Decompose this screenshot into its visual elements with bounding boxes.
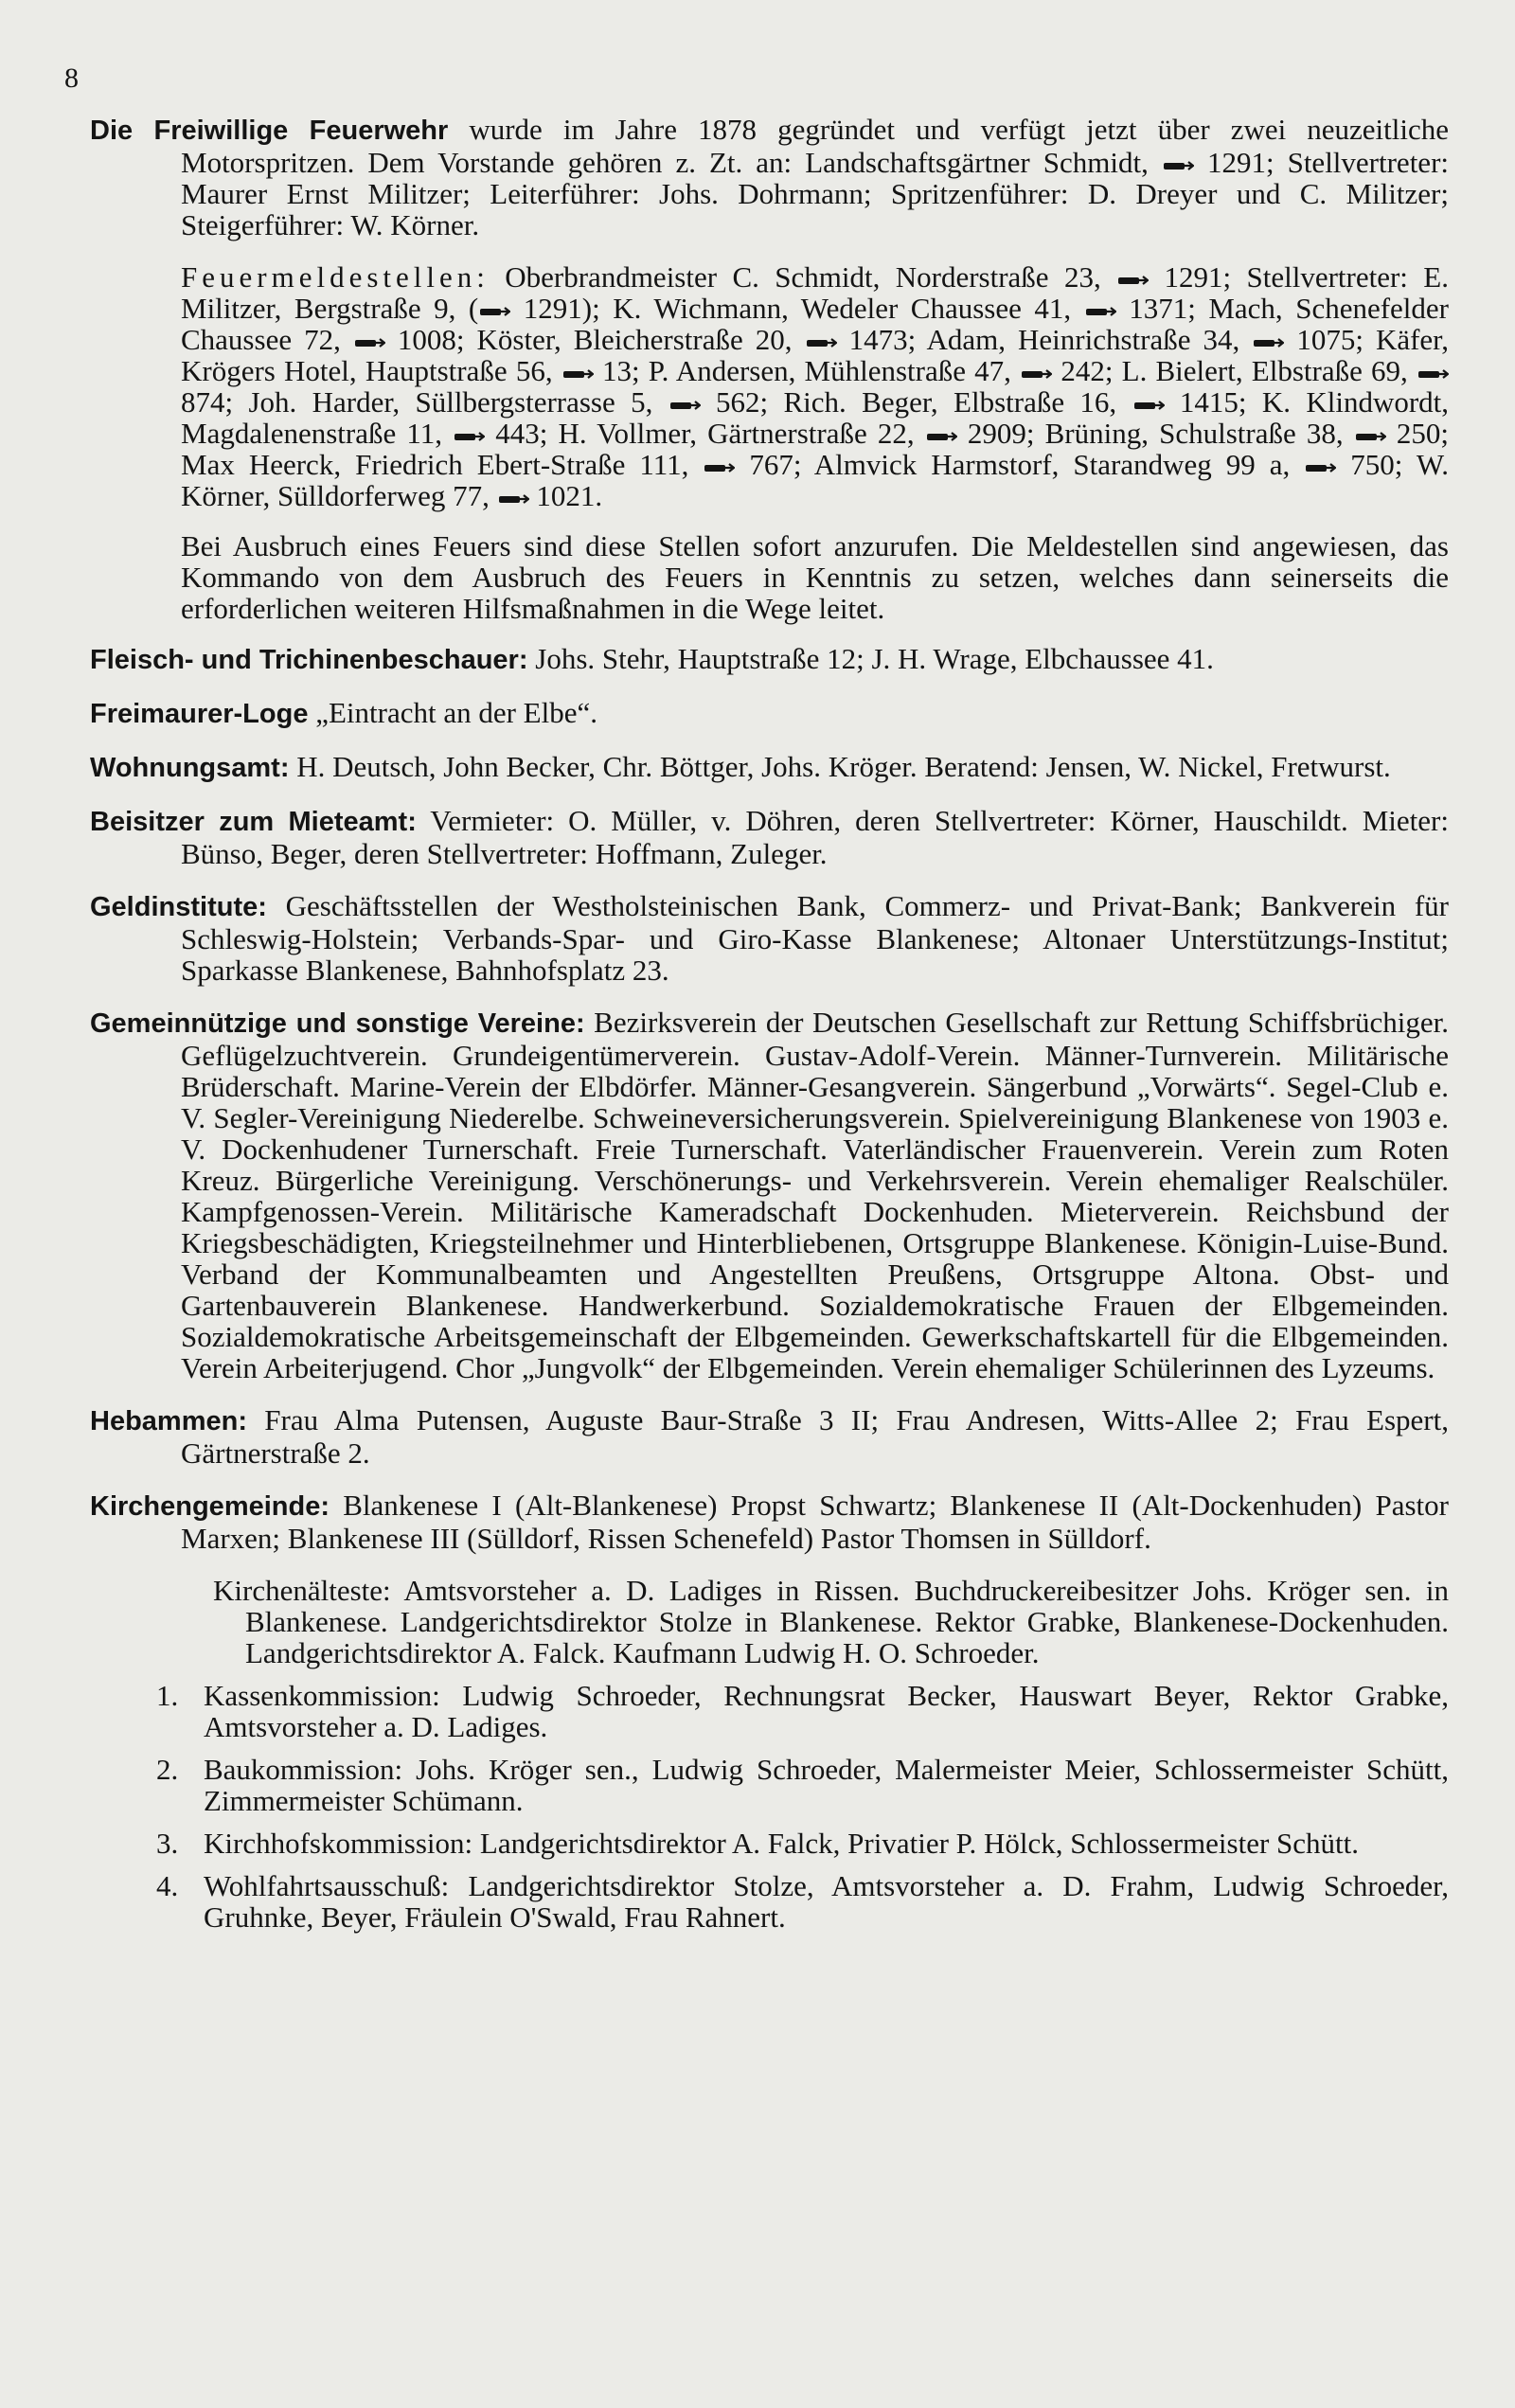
commission-item bbox=[90, 1680, 1449, 1742]
fire-note: Bei Ausbruch eines Feuers sind diese Stellen sofort anzurufen. Die Meldestellen sind angewiesen, das Kommando von dem Ausbruch des Feuers in Kenntnis zu setzen, welches dann seinerseits die erforderlichen weiteren Hilfsmaßnahmen in die Wege leitet. bbox=[181, 529, 1449, 625]
telephone-icon bbox=[1304, 461, 1336, 474]
telephone-icon bbox=[561, 367, 594, 381]
directory-entry bbox=[90, 1007, 1449, 1383]
phone-number: 1008 bbox=[397, 323, 456, 356]
fire-point-text: ); K. Wichmann, Wedeler Chaussee 41, bbox=[581, 292, 1084, 325]
fire-point-text: ; P. Andersen, Mühlenstraße 47, bbox=[631, 354, 1021, 387]
entry-lead: Beisitzer zum Mieteamt: bbox=[90, 807, 417, 837]
directory-entries bbox=[90, 643, 1449, 1554]
directory-entry bbox=[90, 805, 1449, 869]
telephone-icon bbox=[1116, 274, 1149, 287]
entry-text: Frau Alma Putensen, Auguste Baur-Straße 3 II; Frau Andresen, Witts-Allee 2; Frau Espert, Gärtnerstraße 2. bbox=[181, 1403, 1449, 1470]
commission-item bbox=[90, 1870, 1449, 1933]
fire-point-text: ; Adam, Heinrichstraße 34, bbox=[907, 323, 1253, 356]
entry-fire-brigade bbox=[90, 114, 1449, 241]
fire-point-text: ; Rich. Beger, Elbstraße 16, bbox=[759, 385, 1132, 419]
telephone-icon bbox=[668, 399, 701, 412]
entry-lead: Hebammen: bbox=[90, 1406, 247, 1436]
telephone-icon bbox=[805, 336, 837, 349]
telephone-icon bbox=[453, 430, 485, 443]
telephone-icon bbox=[478, 305, 510, 318]
fire-reporting-points bbox=[90, 261, 1449, 511]
fire-point-text: Oberbrandmeister C. Schmidt, Norderstraße 23, bbox=[489, 260, 1117, 294]
fire-point-text: ; L. Bielert, Elbstraße 69, bbox=[1104, 354, 1417, 387]
telephone-icon bbox=[925, 430, 957, 443]
commission-text: Kirchhofskommission: Landgerichtsdirektor A. Falck, Privatier P. Hölck, Schlossermeister Schütt. bbox=[204, 1827, 1360, 1860]
directory-entry bbox=[90, 751, 1449, 784]
entry-text: Geschäftsstellen der Westholsteinischen Bank, Commerz- und Privat-Bank; Bankverein für Schleswig-Holstein; Verbands-Spar- und Giro-Kasse Blankenese; Altonaer Unterstützungs-Institut; Sparkasse Blankenese, Bahnhofsplatz 23. bbox=[181, 889, 1449, 987]
phone-number: 250 bbox=[1396, 417, 1441, 450]
commission-number: 4. bbox=[156, 1869, 179, 1902]
phone-number: 1291 bbox=[1206, 146, 1266, 179]
fire-points-list bbox=[181, 260, 1449, 512]
church-elders: Kirchenälteste: Amtsvorsteher a. D. Ladiges in Rissen. Buchdruckereibesitzer Johs. Kröger sen. in Blankenese. Landgerichtsdirektor Stolze in Blankenese. Rektor Grabke, Blankenese-Dockenhuden. Landgerichtsdirektor A. Falck. Kaufmann Ludwig H. O. Schroeder. bbox=[213, 1574, 1449, 1669]
commission-number: 2. bbox=[156, 1753, 179, 1786]
phone-number: 767 bbox=[749, 448, 793, 481]
entry-lead: Wohnungsamt: bbox=[90, 753, 290, 783]
phone-number: 1371 bbox=[1129, 292, 1188, 325]
telephone-icon bbox=[703, 461, 735, 474]
phone-number: 2909 bbox=[967, 417, 1026, 450]
directory-entry bbox=[90, 1489, 1449, 1554]
fire-point-text: ; Köster, Bleicherstraße 20, bbox=[455, 323, 805, 356]
telephone-icon bbox=[1354, 430, 1386, 443]
entry-text: Johs. Stehr, Hauptstraße 12; J. H. Wrage, Elbchaussee 41. bbox=[527, 642, 1214, 675]
entry-text: Vermieter: O. Müller, v. Döhren, deren Stellvertreter: Körner, Hauschildt. Mieter: Bünso, Beger, deren Stellvertreter: Hoffmann, Zuleger. bbox=[181, 804, 1449, 870]
directory-entry bbox=[90, 1404, 1449, 1469]
commission-text: Wohlfahrtsausschuß: Landgerichtsdirektor Stolze, Amtsvorsteher a. D. Frahm, Ludwig Schroeder, Gruhnke, Beyer, Fräulein O'Swald, Frau Rahnert. bbox=[204, 1869, 1449, 1934]
telephone-icon bbox=[353, 336, 385, 349]
entry-lead: Kirchengemeinde: bbox=[90, 1491, 330, 1522]
directory-entry bbox=[90, 697, 1449, 730]
entry-lead: Fleisch- und Trichinenbeschauer: bbox=[90, 645, 528, 675]
fire-point-text: ; W. Körner, Sülldorferweg 77, bbox=[181, 448, 1450, 512]
fire-point-text: ; Käfer, Krögers Hotel, Hauptstraße 56, bbox=[181, 323, 1450, 387]
telephone-icon bbox=[1252, 336, 1284, 349]
entry-lead: Die Freiwillige Feuerwehr bbox=[90, 116, 449, 146]
entry-text: wurde im Jahre 1878 gegründet und verfügt jetzt über zwei neuzeitliche Motorspritzen. Dem Vorstande gehören z. Zt. an: Landschaftsgärtner Schmidt, bbox=[181, 113, 1449, 179]
telephone-icon bbox=[1162, 159, 1194, 172]
fire-point-text: ; Almvick Harmstorf, Starandweg 99 a, bbox=[793, 448, 1305, 481]
fire-point-text: ; Mach, Schenefelder Chaussee 72, bbox=[181, 292, 1450, 356]
entry-text: Blankenese I (Alt-Blankenese) Propst Schwartz; Blankenese II (Alt-Dockenhuden) Pastor Marxen; Blankenese III (Sülldorf, Rissen Schenefeld) Pastor Thomsen in Sülldorf. bbox=[181, 1489, 1449, 1555]
phone-number: 13 bbox=[601, 354, 632, 387]
entry-lead: Freimaurer-Loge bbox=[90, 699, 309, 729]
commission-number: 1. bbox=[156, 1679, 179, 1712]
telephone-icon bbox=[1020, 367, 1052, 381]
commission-number: 3. bbox=[156, 1827, 179, 1860]
commission-item bbox=[90, 1754, 1449, 1816]
phone-number: 242 bbox=[1060, 354, 1105, 387]
directory-entry bbox=[90, 643, 1449, 676]
telephone-icon bbox=[1084, 305, 1116, 318]
phone-number: 750 bbox=[1350, 448, 1395, 481]
entry-text: Bezirksverein der Deutschen Gesellschaft zur Rettung Schiffsbrüchiger. Geflügelzuchtverein. Grundeigentümerverein. Gustav-Adolf-Verein. Männer-Turnverein. Militärische Brüderschaft. Marine-Verein der Elbdörfer. Männer-Gesangverein. Sängerbund „Vorwärts“. Segel-Club e. V. Segler-Vereinigung Niederelbe. Schweineversicherungsverein. Spielvereinigung Blankenese von 1903 e. V. Dockenhudener Turnerschaft. Freie Turnerschaft. Vaterländischer Frauenverein. Verein zum Roten Kreuz. Bürgerliche Vereinigung. Verschönerungs- und Verkehrsverein. Verein ehemaliger Realschüler. Kampfgenossen-Verein. Militärische Kameradschaft Dockenhuden. Mieterverein. Reichsbund der Kriegsbeschädigten, Kriegsteilnehmer und Hinterbliebenen, Ortsgruppe Blankenese. Königin-Luise-Bund. Verband der Kommunalbeamten und Angestellten Preußens, Ortsgruppe Altona. Obst- und Gartenbauverein Blankenese. Handwerkerbund. Sozialdemokratische Frauen der Elbgemeinden. Sozialdemokratische Arbeitsgemeinschaft der Elbgemeinden. Gewerkschaftskartell für die Elbgemeinden. Verein Arbeiterjugend. Chor „Jungvolk“ der Elbgemeinden. Verein ehemaliger Schülerinnen des Lyzeums. bbox=[181, 1006, 1449, 1384]
fire-point-text: ; Brüning, Schulstraße 38, bbox=[1025, 417, 1354, 450]
fire-points-label: Feuermeldestellen: bbox=[181, 260, 490, 294]
phone-number: 443 bbox=[495, 417, 540, 450]
commission-text: Baukommission: Johs. Kröger sen., Ludwig Schroeder, Malermeister Meier, Schlossermeister Schütt, Zimmermeister Schümann. bbox=[204, 1753, 1449, 1817]
phone-number: 1291 bbox=[1164, 260, 1223, 294]
fire-point-text: ; Joh. Harder, Süllbergsterrasse 5, bbox=[224, 385, 668, 419]
telephone-icon bbox=[497, 492, 529, 506]
entry-text: „Eintracht an der Elbe“. bbox=[308, 696, 597, 729]
commission-list bbox=[90, 1680, 1449, 1933]
fire-point-text: ; H. Vollmer, Gärtnerstraße 22, bbox=[539, 417, 925, 450]
entry-text: H. Deutsch, John Becker, Chr. Böttger, Johs. Kröger. Beratend: Jensen, W. Nickel, Fretwurst. bbox=[289, 750, 1391, 783]
phone-number: 1021 bbox=[536, 479, 596, 512]
fire-point-text: ; K. Klindwordt, Magdalenenstraße 11, bbox=[181, 385, 1450, 450]
phone-number: 874 bbox=[181, 385, 225, 419]
directory-entry bbox=[90, 890, 1449, 986]
fire-point-text: ; Max Heerck, Friedrich Ebert-Straße 111, bbox=[181, 417, 1449, 481]
phone-number: 1415 bbox=[1179, 385, 1239, 419]
telephone-icon bbox=[1417, 367, 1449, 381]
commission-item bbox=[90, 1828, 1449, 1859]
phone-number: 562 bbox=[716, 385, 760, 419]
phone-number: 1075 bbox=[1296, 323, 1356, 356]
commission-text: Kassenkommission: Ludwig Schroeder, Rechnungsrat Becker, Hauswart Beyer, Rektor Grabke, Amtsvorsteher a. D. Ladiges. bbox=[204, 1679, 1449, 1743]
fire-point-text: ; Stellvertreter: E. Militzer, Bergstraße 9, ( bbox=[181, 260, 1449, 325]
telephone-icon bbox=[1132, 399, 1165, 412]
entry-text: ; Stellvertreter: Maurer Ernst Militzer; Leiterführer: Johs. Dohrmann; Spritzenführer: D. Dreyer und C. Militzer; Steigerführer: W. Körner. bbox=[181, 146, 1450, 241]
entry-lead: Gemeinnützige und sonstige Vereine: bbox=[90, 1008, 585, 1039]
phone-number: 1291 bbox=[523, 292, 582, 325]
entry-lead: Geldinstitute: bbox=[90, 892, 267, 922]
phone-number: 1473 bbox=[848, 323, 908, 356]
page-number: 8 bbox=[64, 62, 79, 94]
fire-points-end: . bbox=[595, 479, 603, 512]
